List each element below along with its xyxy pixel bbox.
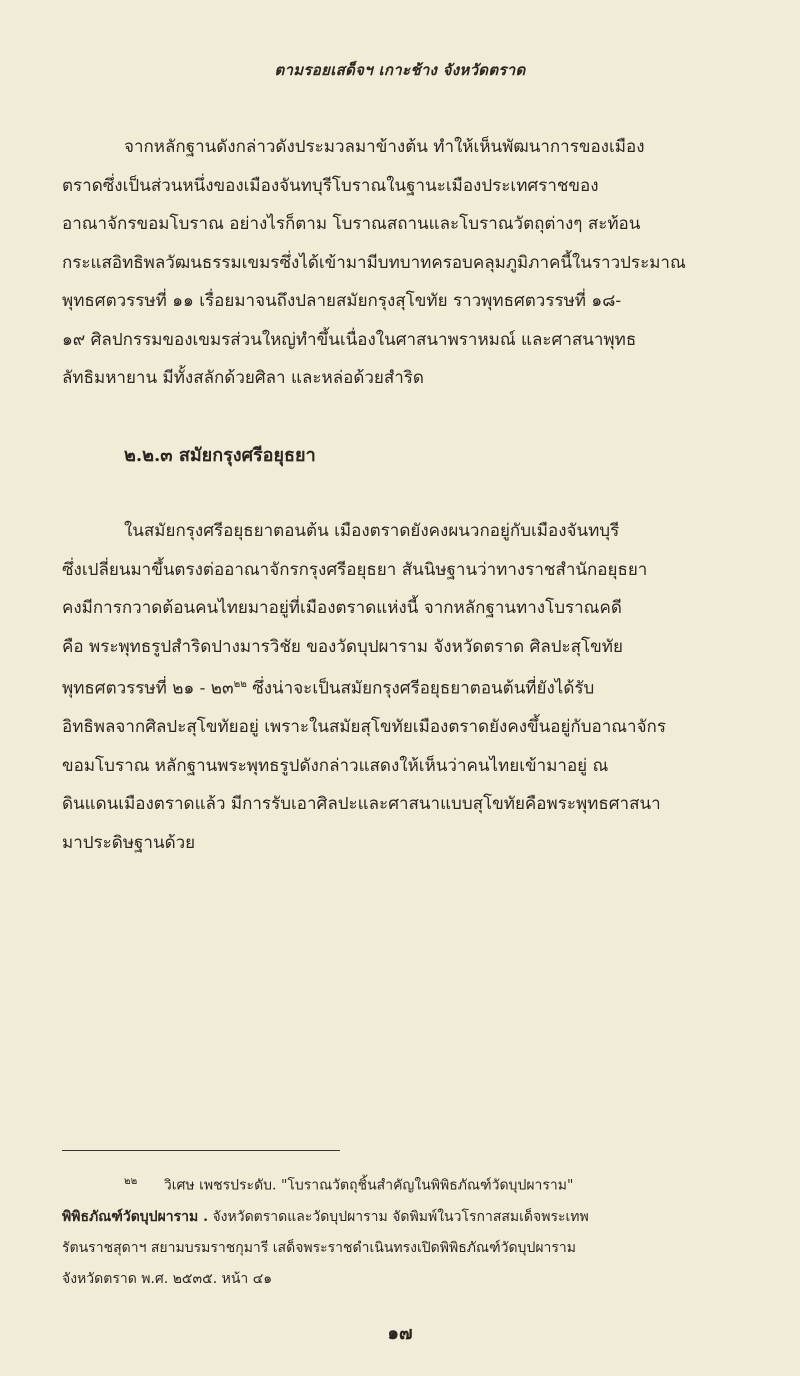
text-fragment: ซึ่งน่าจะเป็นสมัยกรุงศรีอยุธยาตอนต้นที่ยังได้รับ xyxy=(246,678,595,699)
footnote-line: รัตนราชสุดาฯ สยามบรมราชกุมารี เสด็จพระราชดำเนินทรงเปิดพิพิธภัณฑ์วัดบุปผาราม xyxy=(62,1239,577,1256)
text-line: อิทธิพลจากศิลปะสุโขทัยอยู่ เพราะในสมัยสุโขทัยเมืองตราดยังคงขึ้นอยู่กับอาณาจักร xyxy=(62,717,666,738)
page-number: ๑๗ xyxy=(387,1323,413,1344)
text-line: ลัทธิมหายาน มีทั้งสลักด้วยศิลา และหล่อด้วยสำริด xyxy=(62,368,424,388)
text-fragment: พุทธศตวรรษที่ ๒๑ - ๒๓ xyxy=(62,678,234,699)
footnote-source-title: พิพิธภัณฑ์วัดบุปผาราม . xyxy=(62,1208,208,1225)
footnote-reference[interactable]: ๒๒ xyxy=(233,679,247,690)
text-line: มาประดิษฐานด้วย xyxy=(62,832,196,853)
text-line: ในสมัยกรุงศรีอยุธยาตอนต้น เมืองตราดยังคงผนวกอยู่กับเมืองจันทบุรี xyxy=(124,521,620,541)
footnote-text: วิเศษ เพชรประดับ. "โบราณวัตถุชิ้นสำคัญในพิพิธภัณฑ์วัดบุปผาราม" xyxy=(163,1177,574,1194)
footnote-divider xyxy=(62,1150,340,1151)
text-line: ซึ่งเปลี่ยนมาขึ้นตรงต่ออาณาจักรกรุงศรีอยุธยา สันนิษฐานว่าทางราชสำนักอยุธยา xyxy=(62,559,648,580)
footnote-line xyxy=(62,1166,742,1202)
text-line: อาณาจักรขอมโบราณ อย่างไรก็ตาม โบราณสถานและโบราณวัตถุต่างๆ สะท้อน xyxy=(62,214,641,234)
text-line: ขอมโบราณ หลักฐานพระพุทธรูปดังกล่าวแสดงให้เห็นว่าคนไทยเข้ามาอยู่ ณ xyxy=(62,755,609,776)
text-line: จากหลักฐานดังกล่าวดังประมวลมาข้างต้น ทำให้เห็นพัฒนาการของเมือง xyxy=(124,137,645,157)
footnote xyxy=(62,1166,742,1295)
paragraph-1 xyxy=(62,128,740,398)
footnote-line: จังหวัดตราด พ.ศ. ๒๕๓๕. หน้า ๔๑ xyxy=(62,1270,273,1287)
text-line: ตราดซึ่งเป็นส่วนหนึ่งของเมืองจันทบุรีโบราณในฐานะเมืองประเทศราชของ xyxy=(62,175,599,196)
section-heading: ๒.๒.๓ สมัยกรุงศรีอยุธยา xyxy=(124,445,316,466)
text-line: คือ พระพุทธรูปสำริดปางมารวิชัย ของวัดบุปผาราม จังหวัดตราด ศิลปะสุโขทัย xyxy=(62,636,623,657)
text-line: กระแสอิทธิพลวัฒนธรรมเขมรซึ่งได้เข้ามามีบทบาทครอบคลุมภูมิภาคนี้ในราวประมาณ xyxy=(62,252,686,273)
footnote-line xyxy=(62,1202,742,1233)
running-header: ตามรอยเสด็จฯ เกาะช้าง จังหวัดตราด xyxy=(274,61,526,79)
footnote-text: จังหวัดตราดและวัดบุปผาราม จัดพิมพ์ในวโรกาสสมเด็จพระเทพ xyxy=(208,1208,589,1225)
footnote-marker: ๒๒ xyxy=(124,1176,138,1187)
text-line: ๑๙ ศิลปกรรมของเขมรส่วนใหญ่ทำขึ้นเนื่องในศาสนาพราหมณ์ และศาสนาพุทธ xyxy=(62,329,637,350)
text-line-with-footnote xyxy=(62,666,740,708)
text-line: ดินแดนเมืองตราดแล้ว มีการรับเอาศิลปะและศาสนาแบบสุโขทัยคือพระพุทธศาสนา xyxy=(62,794,661,815)
text-line: คงมีการกวาดต้อนคนไทยมาอยู่ที่เมืองตราดแห่งนี้ จากหลักฐานทางโบราณคดี xyxy=(62,598,622,618)
paragraph-2 xyxy=(62,512,740,862)
text-line: พุทธศตวรรษที่ ๑๑ เรื่อยมาจนถึงปลายสมัยกรุงสุโขทัย ราวพุทธศตวรรษที่ ๑๘- xyxy=(62,291,622,311)
